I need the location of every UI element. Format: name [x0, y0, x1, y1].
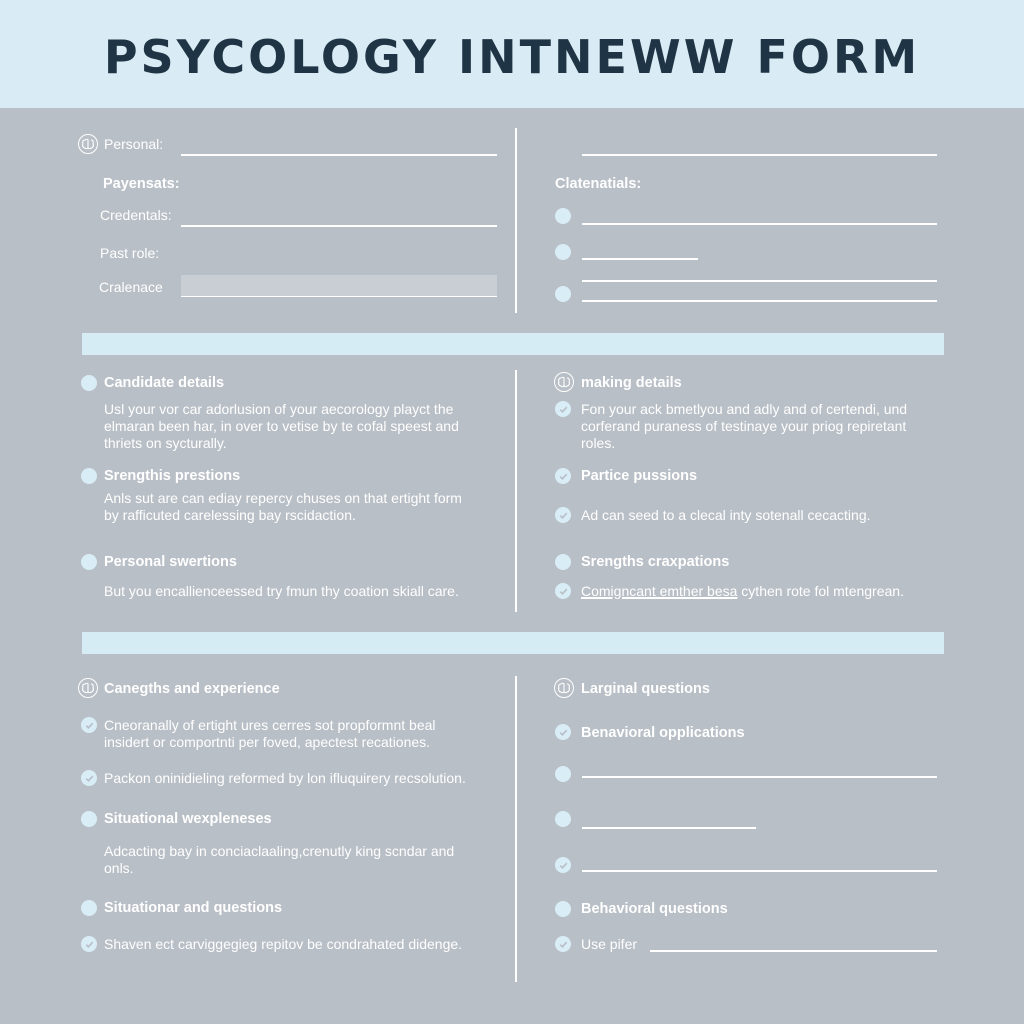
cralenace-input-box[interactable] — [181, 275, 497, 297]
shaven-text: Shaven ect carviggegieg repitov be condrahated didenge. — [104, 936, 463, 952]
making-details-text — [581, 401, 951, 452]
check-circle-icon[interactable] — [555, 468, 571, 484]
brain-icon — [78, 134, 98, 154]
packon-text: Packon oninidieling reformed by lon ifluquirery recsolution. — [104, 770, 466, 786]
answer-input-line-2[interactable] — [582, 827, 756, 829]
brain-icon — [554, 372, 574, 392]
brain-icon — [78, 678, 98, 698]
situationar-questions-title: Situationar and questions — [104, 900, 283, 916]
strengths-craxpations-title: Srengths craxpations — [581, 554, 730, 570]
divider-vertical-middle — [515, 370, 517, 612]
page-title: PSYCOLOGY INTNEWW FORM — [103, 30, 921, 84]
top-right-input-line[interactable] — [582, 154, 937, 156]
circle-bullet-icon[interactable] — [555, 208, 571, 224]
brain-icon — [554, 678, 574, 698]
strengths-text — [104, 490, 504, 524]
check-circle-icon[interactable] — [81, 717, 97, 733]
credentials-input-line[interactable] — [181, 225, 497, 227]
check-circle-icon[interactable] — [555, 857, 571, 873]
making-details-title: making details — [581, 375, 682, 391]
paragraph-line: Fon your ack bmetlyou and adly and of certendi, und — [581, 401, 908, 417]
paragraph-line: roles. — [581, 435, 616, 451]
check-circle-icon[interactable] — [555, 401, 571, 417]
use-pifer-label: Use pifer — [581, 936, 638, 952]
behavioral-applications-title: Benavioral opplications — [581, 725, 745, 741]
particle-text: Ad can seed to a clecal inty sotenall cecacting. — [581, 507, 871, 523]
circle-bullet-icon[interactable] — [555, 811, 571, 827]
situational-text — [104, 843, 504, 877]
particle-pussions-title: Partice pussions — [581, 468, 698, 484]
personal-swertions-text: But you encallienceessed try fmun thy coation skiall care. — [104, 583, 459, 599]
personal-label: Personal: — [104, 136, 164, 152]
clatenatials-input-line-1[interactable] — [582, 223, 937, 225]
payensats-label: Payensats: — [103, 176, 180, 192]
divider-vertical-top — [515, 128, 517, 313]
paragraph-line: Cneoranally of ertight ures cerres sot propformnt beal — [104, 717, 436, 733]
paragraph-line: Adcacting bay in conciaclaaling,crenutly king scndar and — [104, 843, 455, 859]
candidate-details-text — [104, 401, 504, 452]
check-circle-icon[interactable] — [81, 770, 97, 786]
circle-bullet-icon — [81, 375, 97, 391]
credentials-label: Credentals: — [100, 207, 172, 223]
paragraph-line: corferand puraness of testinaye your priog repiretant — [581, 418, 907, 434]
circle-bullet-icon[interactable] — [555, 286, 571, 302]
paragraph-line: insidert or comportnti per foved, apectest recationes. — [104, 734, 431, 750]
paragraph-line: Anls sut are can ediay repercy chuses on that ertight form — [104, 490, 462, 506]
section-divider-band — [82, 333, 944, 355]
check-circle-icon[interactable] — [81, 936, 97, 952]
paragraph-line: elmaran been har, in over to vetise by te cofal speest and — [104, 418, 459, 434]
check-circle-icon[interactable] — [555, 507, 571, 523]
paragraph-line: onls. — [104, 860, 134, 876]
use-pifer-input-line[interactable] — [650, 950, 937, 952]
paragraph-line: by rafficuted carelessing bay rscidaction. — [104, 507, 356, 523]
section-divider-band — [82, 632, 944, 654]
clatenatials-input-line-2[interactable] — [582, 258, 698, 260]
canegths-experience-title: Canegths and experience — [104, 681, 280, 697]
personal-input-line[interactable] — [181, 154, 497, 156]
candidate-details-title: Candidate details — [104, 375, 225, 391]
circle-bullet-icon[interactable] — [555, 766, 571, 782]
paragraph-rest: cythen rote fol mtengrean. — [737, 583, 904, 599]
form-header — [0, 0, 1024, 108]
divider-vertical-bottom — [515, 676, 517, 982]
canegths-text — [104, 717, 504, 751]
underlined-phrase: Comigncant emther besa — [581, 583, 738, 599]
circle-bullet-icon — [555, 554, 571, 570]
cralenace-label: Cralenace — [99, 279, 163, 295]
behavioral-questions-title: Behavioral questions — [581, 901, 728, 917]
situational-wexpleneses-title: Situational wexpleneses — [104, 811, 272, 827]
larginal-questions-title: Larginal questions — [581, 681, 710, 697]
paragraph-line: Usl your vor car adorlusion of your aecorology playct the — [104, 401, 454, 417]
clatenatials-input-line-3[interactable] — [582, 280, 937, 282]
circle-bullet-icon — [81, 468, 97, 484]
check-circle-icon[interactable] — [555, 583, 571, 599]
answer-input-line-1[interactable] — [582, 776, 937, 778]
circle-bullet-icon — [555, 901, 571, 917]
paragraph-line: thriets on sycturally. — [104, 435, 227, 451]
strengths-title: Srengthis prestions — [104, 468, 241, 484]
personal-swertions-title: Personal swertions — [104, 554, 237, 570]
check-circle-icon[interactable] — [555, 724, 571, 740]
circle-bullet-icon — [81, 900, 97, 916]
answer-input-line-3[interactable] — [582, 870, 937, 872]
past-role-label: Past role: — [100, 245, 160, 261]
clatenatials-label: Clatenatials: — [555, 176, 642, 192]
strengths-craxpations-text — [581, 583, 961, 600]
clatenatials-input-line-4[interactable] — [582, 300, 937, 302]
circle-bullet-icon — [81, 554, 97, 570]
check-circle-icon[interactable] — [555, 936, 571, 952]
circle-bullet-icon[interactable] — [555, 244, 571, 260]
circle-bullet-icon — [81, 811, 97, 827]
